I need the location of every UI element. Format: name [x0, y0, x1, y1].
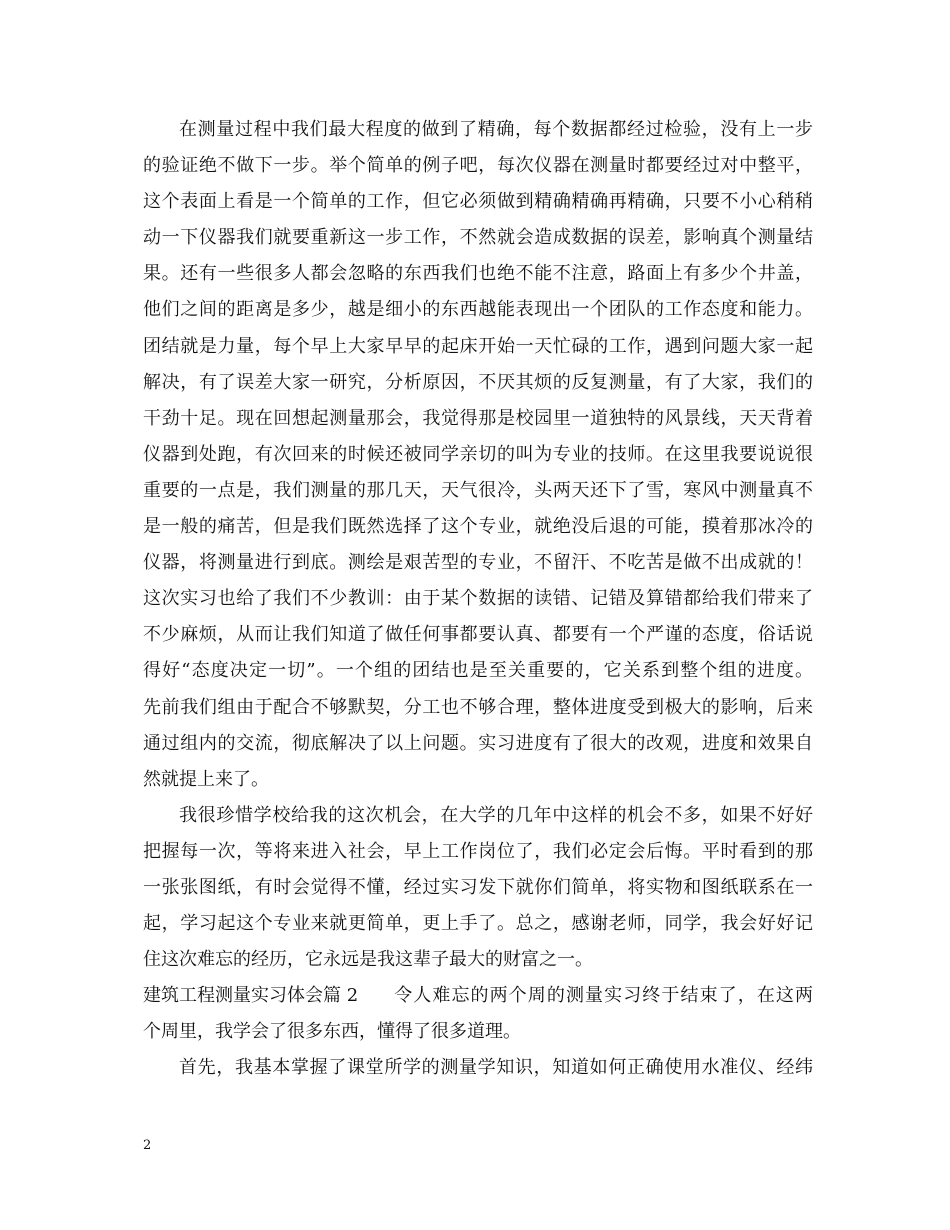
text-line: 重要的一点是，我们测量的那几天，天气很冷，头两天还下了雪，寒风中测量真不 — [143, 479, 813, 501]
text-line: 我很珍惜学校给我的这次机会，在大学的几年中这样的机会不多，如果不好好 — [179, 804, 813, 826]
text-line: 然就提上来了。 — [143, 768, 269, 790]
text-line: 得好“态度决定一切”。一个组的团结也是至关重要的，它关系到整个组的进度。 — [143, 660, 813, 682]
text-line: 住这次难忘的经历，它永远是我这辈子最大的财富之一。 — [143, 949, 593, 971]
text-line: 他们之间的距离是多少，越是细小的东西越能表现出一个团队的工作态度和能力。 — [143, 299, 813, 321]
text-line: 团结就是力量，每个早上大家早早的起床开始一天忙碌的工作，遇到问题大家一起 — [143, 335, 813, 357]
text-line: 一张张图纸，有时会觉得不懂，经过实习发下就你们简单，将实物和图纸联系在一 — [143, 876, 813, 898]
text-line: 仪器，将测量进行到底。测绘是艰苦型的专业，不留汗、不吃苦是做不出成就的！ — [143, 552, 813, 574]
paragraph-4 — [143, 1050, 813, 1086]
text-line: 这次实习也给了我们不少教训：由于某个数据的读错、记错及算错都给我们带来了 — [143, 588, 813, 610]
body-text — [143, 112, 813, 1087]
text-line: 干劲十足。现在回想起测量那会，我觉得那是校园里一道独特的风景线，天天背着 — [143, 407, 813, 429]
text-line: 把握每一次，等将来进入社会，早上工作岗位了，我们必定会后悔。平时看到的那 — [143, 840, 813, 862]
text-line: 在测量过程中我们最大程度的做到了精确，每个数据都经过检验，没有上一步 — [179, 119, 813, 140]
text-line: 首先，我基本掌握了课堂所学的测量学知识，知道如何正确使用水准仪、经纬 — [179, 1057, 813, 1079]
text-line: 是一般的痛苦，但是我们既然选择了这个专业，就绝没后退的可能，摸着那冰冷的 — [143, 516, 813, 538]
paragraph-1 — [143, 112, 813, 798]
text-line: 起，学习起这个专业来就更简单，更上手了。总之，感谢老师，同学，我会好好记 — [143, 913, 813, 935]
paragraph-3 — [143, 1014, 813, 1050]
text-line: 解决，有了误差大家一研究，分析原因，不厌其烦的反复测量，有了大家，我们的 — [143, 371, 813, 393]
page-number: 2 — [143, 1138, 152, 1153]
paragraph-2 — [143, 798, 813, 978]
text-line: 果。还有一些很多人都会忽略的东西我们也绝不能不注意，路面上有多少个井盖， — [143, 263, 813, 285]
text-line: 仪器到处跑，有次回来的时候还被同学亲切的叫为专业的技师。在这里我要说说很 — [143, 443, 813, 465]
section-heading-line — [143, 978, 813, 1014]
text-line: 令人难忘的两个周的测量实习终于结束了，在这两 — [394, 985, 813, 1007]
text-line: 的验证绝不做下一步。举个简单的例子吧，每次仪器在测量时都要经过对中整平， — [143, 155, 813, 177]
text-line: 这个表面上看是一个简单的工作，但它必须做到精确精确再精确，只要不小心稍稍 — [143, 191, 813, 213]
text-line: 个周里，我学会了很多东西，懂得了很多道理。 — [143, 1021, 521, 1043]
text-line: 动一下仪器我们就要重新这一步工作，不然就会造成数据的误差，影响真个测量结 — [143, 227, 813, 249]
text-line: 先前我们组由于配合不够默契，分工也不够合理，整体进度受到极大的影响，后来 — [143, 696, 813, 718]
text-line: 不少麻烦，从而让我们知道了做任何事都要认真、都要有一个严谨的态度，俗话说 — [143, 624, 813, 646]
section-heading: 建筑工程测量实习体会篇 2 — [143, 985, 359, 1007]
text-line: 通过组内的交流，彻底解决了以上问题。实习进度有了很大的改观，进度和效果自 — [143, 732, 813, 754]
